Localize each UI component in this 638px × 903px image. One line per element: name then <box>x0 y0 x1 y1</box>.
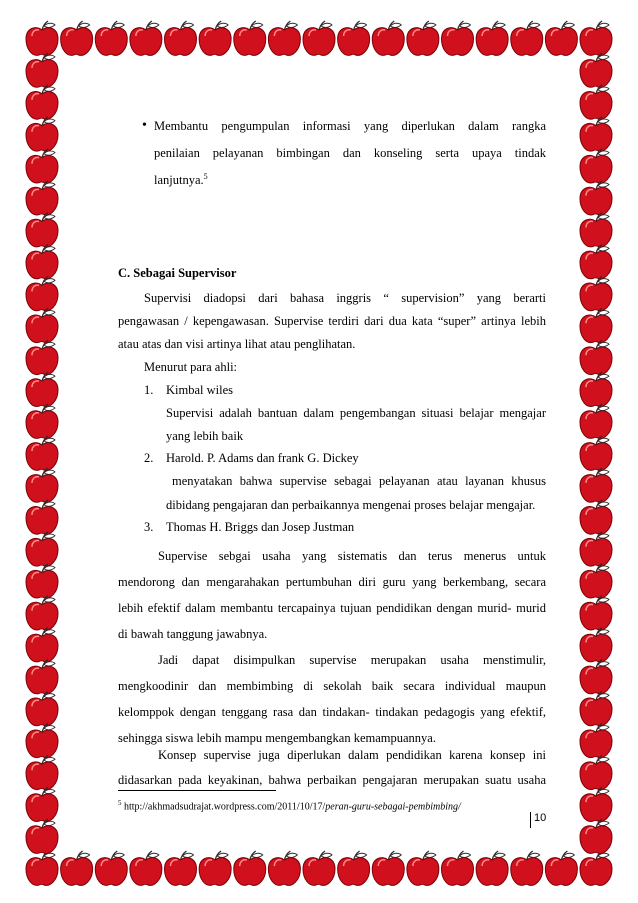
apple-icon <box>26 755 58 789</box>
apple-icon <box>26 213 58 247</box>
apple-icon <box>303 21 335 55</box>
apple-icon <box>580 372 612 406</box>
bullet-line-2: penilaian pelayanan bimbingan dan konseling serta upaya tindak <box>154 146 546 160</box>
apple-icon <box>26 276 58 310</box>
para1-line-3: lebih efektif dalam membantu tercapainya tujuan pendidikan dengan murid- murid <box>118 601 546 615</box>
apple-icon <box>580 755 612 789</box>
para2-line-4: sehingga siswa lebih mampu mengembangkan kemampuannya. <box>118 731 436 745</box>
apple-icon <box>580 628 612 662</box>
apple-icon <box>580 564 612 598</box>
expert-1-num: 1. <box>144 383 154 397</box>
apple-icon <box>26 851 58 885</box>
apple-icon <box>580 244 612 278</box>
apple-icon <box>580 819 612 853</box>
apple-icon <box>26 691 58 725</box>
apple-icon <box>26 117 58 151</box>
apple-icon <box>26 659 58 693</box>
apple-icon <box>26 85 58 119</box>
expert-2-desc-1: menyatakan bahwa supervise sebagai pelayanan atau layanan khusus <box>172 474 546 488</box>
apple-icon <box>26 723 58 757</box>
apple-icon <box>26 532 58 566</box>
apple-icon <box>26 819 58 853</box>
para3-line-2: didasarkan pada keyakinan, bahwa perbaikan pengajaran merupakan suatu usaha <box>118 773 546 787</box>
expert-1-desc-1: Supervisi adalah bantuan dalam pengembangan situasi belajar mengajar <box>166 406 546 420</box>
apple-icon <box>26 787 58 821</box>
apple-icon <box>26 500 58 534</box>
apple-icon <box>26 149 58 183</box>
apple-icon <box>268 851 300 885</box>
experts-label: Menurut para ahli: <box>144 360 238 374</box>
apple-icon <box>580 53 612 87</box>
apple-icon <box>165 21 197 55</box>
apple-icon <box>26 21 58 55</box>
footnote-url[interactable]: http://akhmadsudrajat.wordpress.com/2011/10/17/ <box>124 801 326 813</box>
apple-icon <box>199 851 231 885</box>
intro-line-1: Supervisi diadopsi dari bahasa inggris “ supervision” yang berarti <box>144 291 546 305</box>
apple-icon <box>234 21 266 55</box>
apple-icon <box>545 21 577 55</box>
apple-icon <box>580 532 612 566</box>
para1-line-4: di bawah tanggung jawabnya. <box>118 627 268 641</box>
apple-icon <box>407 21 439 55</box>
para2-line-2: mengkoodinir dan membimbing di sekolah baik secara individual maupun <box>118 679 546 693</box>
apple-icon <box>234 851 266 885</box>
apple-icon <box>580 596 612 630</box>
apple-icon <box>511 851 543 885</box>
apple-icon <box>580 500 612 534</box>
intro-line-2: pengawasan / kepengawasan. Supervise terdiri dari dua kata “super” artinya lebih <box>118 314 546 328</box>
apple-icon <box>26 340 58 374</box>
apple-icon <box>95 21 127 55</box>
apple-icon <box>580 691 612 725</box>
footnote: $^5$ http://akhmadsudrajat.wordpress.com/2011/10/17/peran-guru-sebagai-pembimbing/ <box>118 799 461 813</box>
apple-icon <box>372 851 404 885</box>
footnote-url-italic[interactable]: peran-guru-sebagai-pembimbing/ <box>325 801 461 813</box>
apple-icon <box>580 117 612 151</box>
page-number: 10 <box>534 812 547 824</box>
apple-icon <box>580 276 612 310</box>
apple-icon <box>442 851 474 885</box>
apple-icon <box>268 21 300 55</box>
apple-icon <box>407 851 439 885</box>
bullet-line-1: Membantu pengumpulan informasi yang diperlukan dalam rangka <box>154 119 546 133</box>
apple-icon <box>26 181 58 215</box>
apple-icon <box>511 21 543 55</box>
apple-icon <box>580 213 612 247</box>
intro-line-3: atau atas dan visi artinya lihat atau penglihatan. <box>118 337 356 351</box>
para1-line-1: Supervise sebgai usaha yang sistematis dan terus menerus untuk <box>158 549 546 563</box>
apple-icon <box>26 372 58 406</box>
apple-icon <box>580 340 612 374</box>
apple-icon <box>61 21 93 55</box>
apple-icon <box>130 851 162 885</box>
apple-icon <box>580 659 612 693</box>
para3-line-1: Konsep supervise juga diperlukan dalam pendidikan karena konsep ini <box>158 748 546 762</box>
apple-icon <box>165 851 197 885</box>
apple-icon <box>372 21 404 55</box>
apple-icon <box>580 468 612 502</box>
apple-icon <box>580 181 612 215</box>
para2-line-3: kelomppok dengan tenggang rasa dan tindakan- tindakan pedagogis yang efektif, <box>118 705 546 719</box>
apple-icon <box>580 436 612 470</box>
apple-icon <box>26 564 58 598</box>
para1-line-2: mendorong dan mengarahakan pertumbuhan diri guru yang berkembang, secara <box>118 575 546 589</box>
apple-icon <box>26 404 58 438</box>
apple-icon <box>580 149 612 183</box>
apple-icon <box>580 21 612 55</box>
apple-icon <box>130 21 162 55</box>
apple-icon <box>338 851 370 885</box>
expert-2-name: Harold. P. Adams dan frank G. Dickey <box>166 451 359 465</box>
bullet-line-3: lanjutnya.$^5$ <box>154 171 208 187</box>
footnote-rule <box>118 790 276 791</box>
apple-icon <box>95 851 127 885</box>
apple-icon <box>26 308 58 342</box>
section-heading: C. Sebagai Supervisor <box>118 266 237 280</box>
apple-icon <box>26 53 58 87</box>
bullet-dot: • <box>142 118 147 133</box>
apple-icon <box>26 436 58 470</box>
expert-2-num: 2. <box>144 451 154 465</box>
page-number-bar <box>530 812 531 828</box>
apple-icon <box>61 851 93 885</box>
footnote-ref: 5 <box>203 171 208 181</box>
apple-icon <box>580 723 612 757</box>
expert-1-desc-2: yang lebih baik <box>166 429 244 443</box>
apple-icon <box>303 851 335 885</box>
apple-icon <box>580 308 612 342</box>
apple-icon <box>26 596 58 630</box>
para2-line-1: Jadi dapat disimpulkan supervise merupakan usaha menstimulir, <box>158 653 546 667</box>
apple-icon <box>442 21 474 55</box>
apple-icon <box>26 628 58 662</box>
apple-icon <box>545 851 577 885</box>
apple-icon <box>476 21 508 55</box>
apple-icon <box>26 468 58 502</box>
apple-icon <box>199 21 231 55</box>
apple-icon <box>580 85 612 119</box>
apple-icon <box>338 21 370 55</box>
expert-1-name: Kimbal wiles <box>166 383 234 397</box>
apple-icon <box>580 787 612 821</box>
expert-3-num: 3. <box>144 520 154 534</box>
apple-icon <box>26 244 58 278</box>
expert-2-desc-2: dibidang pengajaran dan perbaikannya mengenai proses belajar mengajar. <box>166 498 536 512</box>
apple-icon <box>580 851 612 885</box>
apple-icon <box>580 404 612 438</box>
expert-3-name: Thomas H. Briggs dan Josep Justman <box>166 520 355 534</box>
apple-icon <box>476 851 508 885</box>
